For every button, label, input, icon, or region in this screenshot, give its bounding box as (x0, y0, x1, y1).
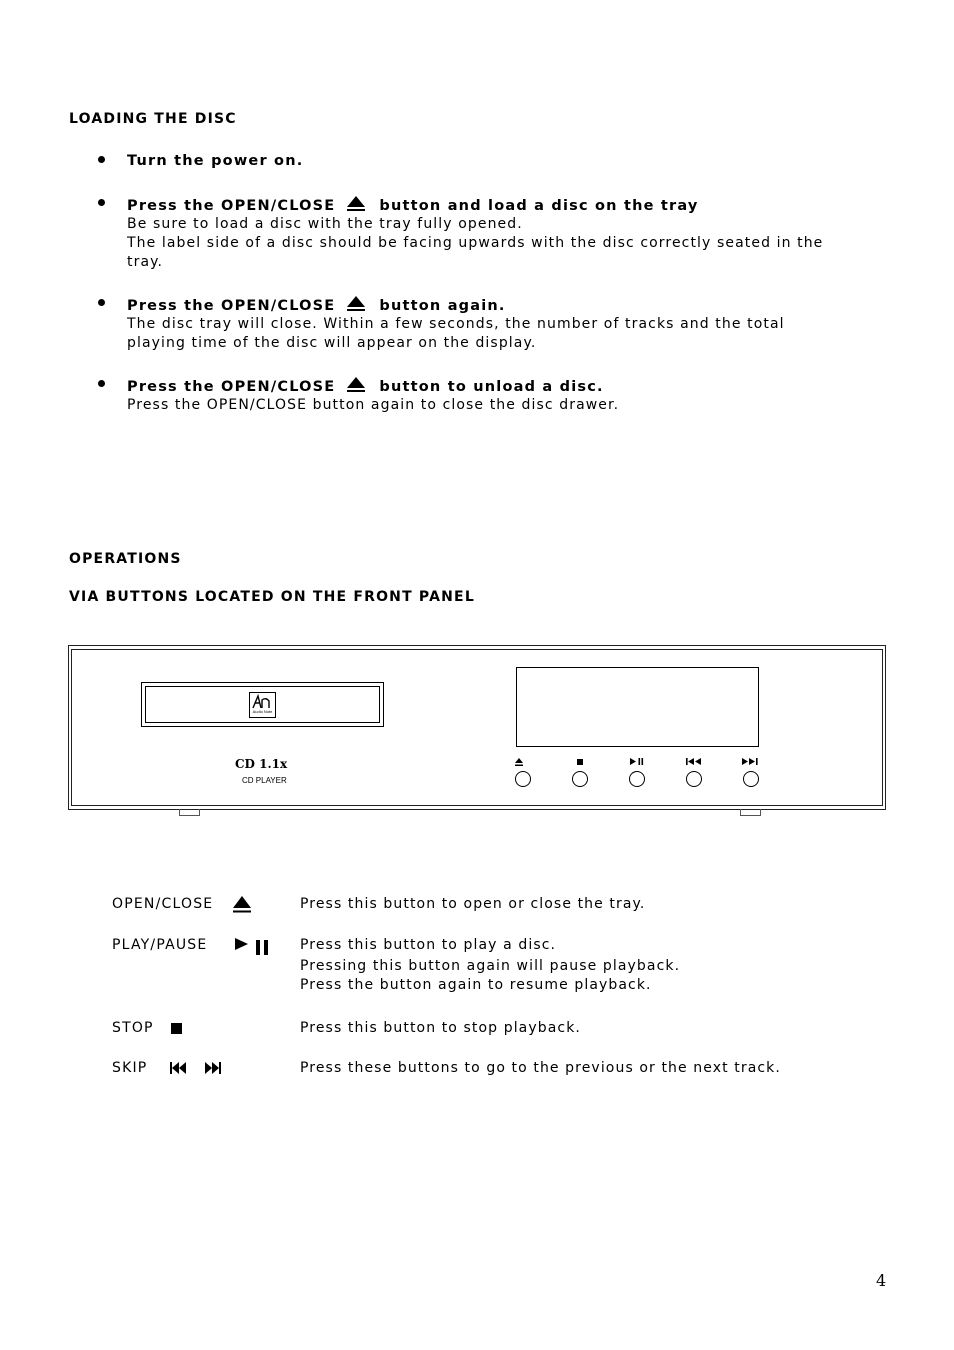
bullet (98, 380, 105, 387)
device-type: CD PLAYER (242, 776, 287, 785)
eject-icon (347, 377, 365, 392)
section-heading-operations: OPERATIONS (69, 551, 182, 567)
model-name: CD 1.1x (235, 757, 288, 771)
control-desc: Press the button again to resume playback. (300, 977, 652, 993)
bullet (98, 156, 105, 163)
front-stop-button (572, 771, 588, 787)
control-label-skip: SKIP (112, 1060, 148, 1076)
control-label-play-pause: PLAY/PAUSE (112, 937, 208, 953)
eject-icon (347, 296, 365, 311)
bullet (98, 299, 105, 306)
next-track-icon (205, 1062, 221, 1074)
control-desc: Pressing this button again will pause playback. (300, 958, 681, 974)
disc-tray (141, 682, 384, 727)
bullet (98, 199, 105, 206)
logo-text: Audio Note (252, 709, 273, 714)
step-title: Turn the power on. (127, 153, 304, 169)
step-title-prefix: Press the OPEN/CLOSE (127, 198, 336, 214)
eject-icon (347, 196, 365, 211)
step-title (127, 296, 506, 314)
step-title-suffix: button and load a disc on the tray (379, 198, 699, 214)
section-heading-loading: LOADING THE DISC (69, 111, 237, 127)
control-desc: Press this button to play a disc. (300, 937, 557, 953)
play-pause-icon (235, 938, 271, 955)
step-body-line: The disc tray will close. Within a few seconds, the number of tracks and the total (127, 316, 785, 332)
step-body-line: The label side of a disc should be facing upwards with the disc correctly seated in the (127, 235, 824, 251)
step-title (127, 377, 604, 395)
control-desc: Press this button to open or close the tray. (300, 896, 646, 912)
control-label-open-close: OPEN/CLOSE (112, 896, 214, 912)
front-next-button (743, 771, 759, 787)
next-track-icon (742, 758, 758, 765)
eject-icon (515, 758, 523, 766)
page-number: 4 (876, 1271, 887, 1290)
front-play-pause-button (629, 771, 645, 787)
step-body-line: tray. (127, 254, 164, 270)
section-subheading: VIA BUTTONS LOCATED ON THE FRONT PANEL (69, 589, 475, 605)
device-foot (179, 809, 200, 816)
audio-note-logo (249, 692, 276, 718)
step-body-line: playing time of the disc will appear on the display. (127, 335, 537, 351)
front-previous-button (686, 771, 702, 787)
stop-icon (171, 1023, 182, 1034)
step-title-prefix: Press the OPEN/CLOSE (127, 298, 336, 314)
previous-track-icon (170, 1062, 186, 1074)
previous-track-icon (686, 758, 702, 765)
eject-icon (233, 896, 251, 913)
front-panel-illustration (68, 645, 886, 810)
control-desc: Press these buttons to go to the previous or the next track. (300, 1060, 781, 1076)
control-desc: Press this button to stop playback. (300, 1020, 581, 1036)
front-panel-inner (71, 649, 883, 806)
play-pause-icon (630, 758, 644, 765)
stop-icon (577, 759, 583, 765)
step-title-suffix: button again. (379, 298, 506, 314)
step-title-suffix: button to unload a disc. (379, 379, 604, 395)
step-body-line: Press the OPEN/CLOSE button again to close the disc drawer. (127, 397, 620, 413)
front-display (516, 667, 759, 747)
step-title (127, 196, 699, 214)
step-body-line: Be sure to load a disc with the tray fully opened. (127, 216, 523, 232)
device-foot (740, 809, 761, 816)
front-eject-button (515, 771, 531, 787)
step-title-prefix: Press the OPEN/CLOSE (127, 379, 336, 395)
control-label-stop: STOP (112, 1020, 154, 1036)
